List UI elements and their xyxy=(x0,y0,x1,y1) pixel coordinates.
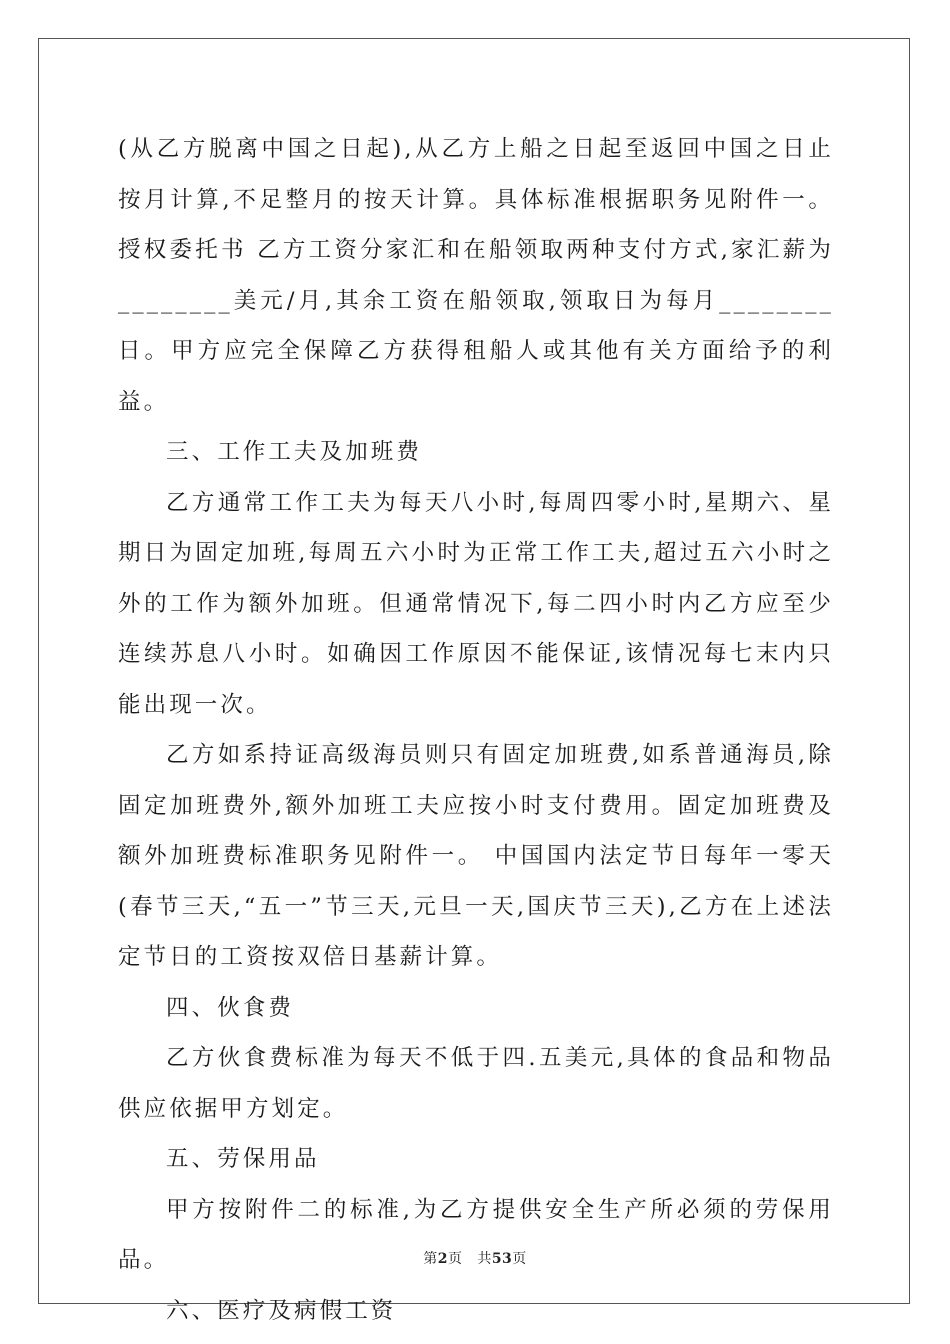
paragraph-protective-equipment: 甲方按附件二的标准,为乙方提供安全生产所必须的劳保用品。 xyxy=(118,1196,834,1273)
page-number: 2 xyxy=(437,1251,448,1267)
document-body xyxy=(118,124,845,1336)
total-prefix: 共 xyxy=(477,1251,492,1267)
paragraph-salary-calculation: (从乙方脱离中国之日起),从乙方上船之日起至返回中国之日止按月计算,不足整月的按天计算。具体标准根据职务见附件一。 授权委托书 乙方工资分家汇和在船领取两种支付方式,家汇薪为________美元/月,其余工资在船领取,领取日为每月________日。甲方应完全保障乙方获得租船人或其他有关方面给予的利益。 xyxy=(118,136,845,415)
paragraph-meal-allowance: 乙方伙食费标准为每天不低于四.五美元,具体的食品和物品供应依据甲方划定。 xyxy=(118,1045,834,1122)
page-prefix: 第 xyxy=(423,1251,438,1267)
section-heading-working-hours: 三、工作工夫及加班费 xyxy=(166,439,423,465)
section-heading-protective-equipment: 五、劳保用品 xyxy=(166,1146,320,1172)
section-heading-medical-sick-pay: 六、医疗及病假工资 xyxy=(166,1297,397,1324)
section-heading-meal-allowance: 四、伙食费 xyxy=(166,994,295,1021)
total-suffix: 页 xyxy=(512,1251,527,1267)
total-pages: 53 xyxy=(491,1251,513,1267)
page-footer xyxy=(0,1248,950,1268)
page-suffix: 页 xyxy=(447,1251,463,1267)
paragraph-overtime-pay: 乙方如系持证高级海员则只有固定加班费,如系普通海员,除固定加班费外,额外加班工夫应按小时支付费用。固定加班费及额外加班费标准职务见附件一。 中国国内法定节日每年一零天(春节三天,“五一”节三天,元旦一天,国庆节三天),乙方在上述法定节日的工资按双倍日基薪计算。 xyxy=(118,742,834,970)
paragraph-working-hours: 乙方通常工作工夫为每天八小时,每周四零小时,星期六、星期日为固定加班,每周五六小时为正常工作工夫,超过五六小时之外的工作为额外加班。但通常情况下,每二四小时内乙方应至少连续苏息八小时。如确因工作原因不能保证,该情况每七末内只能出现一次。 xyxy=(118,489,834,718)
